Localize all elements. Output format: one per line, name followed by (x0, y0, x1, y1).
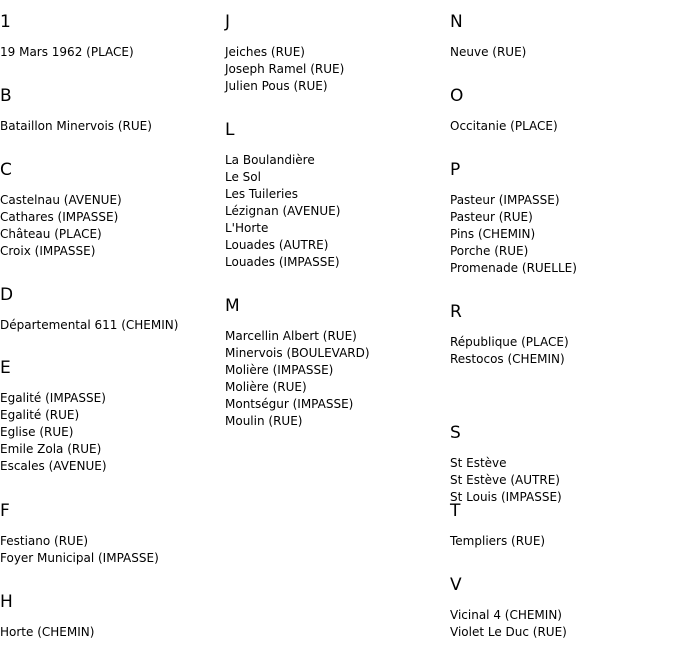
letter-section (450, 86, 670, 133)
street-link[interactable]: Molière (RUE) (225, 380, 307, 394)
street-link[interactable]: Escales (AVENUE) (0, 459, 107, 473)
section-letter-heading: 1 (0, 12, 11, 32)
letter-section (225, 12, 445, 93)
street-link[interactable]: Castelnau (AVENUE) (0, 193, 122, 207)
street-list (450, 455, 562, 506)
street-list (225, 44, 344, 95)
street-list (0, 118, 152, 135)
street-list (225, 328, 370, 430)
street-link[interactable]: Horte (CHEMIN) (0, 625, 95, 639)
street-link[interactable]: Egalité (RUE) (0, 408, 80, 422)
letter-section (225, 296, 445, 428)
street-link[interactable]: Porche (RUE) (450, 244, 529, 258)
street-list (450, 334, 569, 368)
street-link[interactable]: Festiano (RUE) (0, 534, 89, 548)
street-link[interactable]: Templiers (RUE) (450, 534, 546, 548)
section-letter-heading: D (0, 285, 14, 305)
street-link[interactable]: République (PLACE) (450, 335, 569, 349)
letter-section (450, 501, 670, 548)
section-letter-heading: P (450, 160, 461, 180)
street-link[interactable]: Pasteur (IMPASSE) (450, 193, 560, 207)
letter-section (0, 285, 220, 332)
street-list (0, 192, 122, 260)
street-list (0, 533, 159, 567)
street-link[interactable]: Pins (CHEMIN) (450, 227, 536, 241)
street-link[interactable]: Moulin (RUE) (225, 414, 303, 428)
letter-section (450, 423, 670, 504)
section-letter-heading: S (450, 423, 461, 443)
street-link[interactable]: Egalité (IMPASSE) (0, 391, 106, 405)
street-list (0, 624, 94, 641)
letter-section (450, 575, 670, 639)
street-link[interactable]: Vicinal 4 (CHEMIN) (450, 608, 562, 622)
street-list (450, 607, 567, 641)
street-link[interactable]: Minervois (BOULEVARD) (225, 346, 370, 360)
street-link[interactable]: St Estève (450, 456, 507, 470)
street-link[interactable]: Promenade (RUELLE) (450, 261, 577, 275)
street-link[interactable]: Julien Pous (RUE) (225, 79, 328, 93)
street-link[interactable]: St Louis (IMPASSE) (450, 490, 562, 504)
section-letter-heading: B (0, 86, 12, 106)
street-link[interactable]: Départemental 611 (CHEMIN) (0, 318, 179, 332)
street-link[interactable]: Restocos (CHEMIN) (450, 352, 565, 366)
section-letter-heading: J (225, 12, 231, 32)
section-letter-heading: O (450, 86, 464, 106)
section-letter-heading: H (0, 592, 13, 612)
letter-section (0, 86, 220, 133)
section-letter-heading: N (450, 12, 463, 32)
street-list (450, 533, 545, 550)
section-letter-heading: E (0, 358, 11, 378)
letter-section (0, 592, 220, 639)
street-list (0, 44, 134, 61)
section-letter-heading: V (450, 575, 462, 595)
letter-section (0, 358, 220, 473)
street-link[interactable]: Violet Le Duc (RUE) (450, 625, 567, 639)
street-list (450, 44, 526, 61)
street-link[interactable]: Lézignan (AVENUE) (225, 204, 341, 218)
street-link[interactable]: Bataillon Minervois (RUE) (0, 119, 152, 133)
letter-section (450, 160, 670, 275)
street-link[interactable]: Eglise (RUE) (0, 425, 74, 439)
street-link[interactable]: Neuve (RUE) (450, 45, 527, 59)
street-list (450, 192, 577, 277)
street-link[interactable]: Montségur (IMPASSE) (225, 397, 354, 411)
street-list (225, 152, 340, 271)
street-link[interactable]: St Estève (AUTRE) (450, 473, 560, 487)
street-link[interactable]: Le Sol (225, 170, 261, 184)
street-link[interactable]: Occitanie (PLACE) (450, 119, 558, 133)
letter-section (0, 12, 220, 59)
street-list (0, 390, 107, 475)
street-link[interactable]: Jeiches (RUE) (225, 45, 305, 59)
section-letter-heading: L (225, 120, 235, 140)
section-letter-heading: M (225, 296, 240, 316)
street-link[interactable]: Château (PLACE) (0, 227, 102, 241)
street-link[interactable]: Les Tuileries (225, 187, 298, 201)
street-link[interactable]: Emile Zola (RUE) (0, 442, 102, 456)
letter-section (0, 501, 220, 565)
street-link[interactable]: Louades (IMPASSE) (225, 255, 340, 269)
street-link[interactable]: Croix (IMPASSE) (0, 244, 96, 258)
street-link[interactable]: Cathares (IMPASSE) (0, 210, 119, 224)
street-list (450, 118, 558, 135)
section-letter-heading: F (0, 501, 10, 521)
street-link[interactable]: Louades (AUTRE) (225, 238, 329, 252)
letter-section (0, 160, 220, 258)
section-letter-heading: C (0, 160, 12, 180)
letter-section (225, 120, 445, 269)
street-link[interactable]: Foyer Municipal (IMPASSE) (0, 551, 159, 565)
section-letter-heading: T (450, 501, 461, 521)
street-link[interactable]: Molière (IMPASSE) (225, 363, 334, 377)
street-link[interactable]: Pasteur (RUE) (450, 210, 533, 224)
section-letter-heading: R (450, 302, 462, 322)
street-link[interactable]: Marcellin Albert (RUE) (225, 329, 357, 343)
street-link[interactable]: Joseph Ramel (RUE) (225, 62, 345, 76)
street-link[interactable]: 19 Mars 1962 (PLACE) (0, 45, 134, 59)
letter-section (450, 302, 670, 366)
street-link[interactable]: La Boulandière (225, 153, 315, 167)
street-list (0, 317, 178, 334)
letter-section (450, 12, 670, 59)
street-link[interactable]: L'Horte (225, 221, 269, 235)
